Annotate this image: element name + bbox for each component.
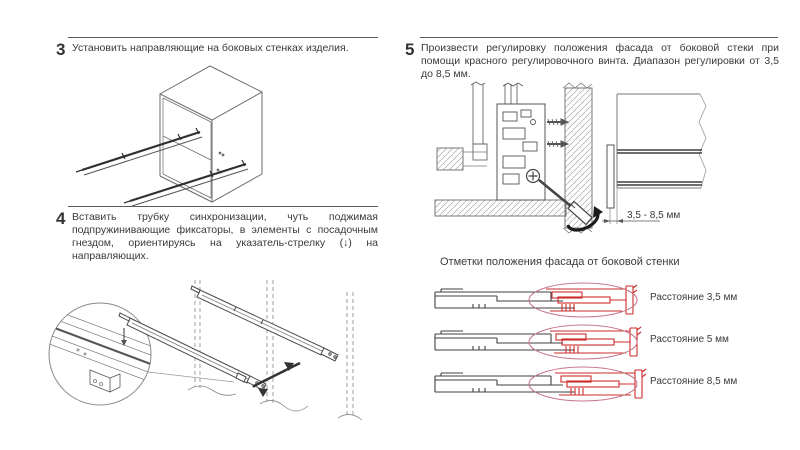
break-lines bbox=[188, 386, 362, 420]
distance-label-3: Расстояние 8,5 мм bbox=[650, 376, 738, 387]
upper-slide bbox=[76, 128, 202, 175]
facade-bracket-red bbox=[546, 285, 637, 314]
marks-title: Отметки положения фасада от боковой стенки bbox=[440, 256, 680, 268]
distance-label-2: Расстояние 5 мм bbox=[650, 334, 729, 345]
facade-edge bbox=[437, 148, 487, 170]
sync-tube-diagram bbox=[38, 278, 383, 428]
distance-label-1: Расстояние 3,5 мм bbox=[650, 292, 738, 303]
profile-row-2 bbox=[433, 326, 648, 360]
runner-profile bbox=[435, 331, 575, 350]
adjustment-cross-section-diagram bbox=[435, 82, 600, 234]
drawer-back-panel bbox=[471, 82, 487, 160]
sync-tube bbox=[253, 362, 301, 397]
dimension-label: 3,5 - 8,5 мм bbox=[627, 210, 681, 221]
step-3-number: 3 bbox=[56, 40, 66, 59]
step-5-text: Произвести регулировку положения фасада от боковой стеки при помощи красного регулировочного винта. Диапазон регулировки от 3,5 до 8,5 мм. bbox=[421, 42, 779, 80]
cabinet-bottom-panel bbox=[435, 200, 566, 216]
runner-mechanism bbox=[497, 83, 545, 200]
step-5-number: 5 bbox=[405, 40, 415, 59]
adjustment-screw bbox=[527, 170, 540, 183]
lower-slide bbox=[124, 160, 248, 206]
step-4-number: 4 bbox=[56, 209, 66, 228]
step-3-divider bbox=[68, 37, 378, 38]
facade-gap-diagram bbox=[600, 88, 785, 228]
profile-row-1 bbox=[433, 284, 648, 318]
runner-profile bbox=[435, 373, 575, 392]
step-5-divider bbox=[420, 37, 778, 38]
drawer-body bbox=[617, 94, 706, 188]
profile-row-3 bbox=[433, 368, 648, 402]
step-4-text: Вставить трубку синхронизации, чуть поджимая подпружинивающие фиксаторы, в элементы с посадочным гнездом, ориентируясь на указатель-стрелку (↓) на направляющих. bbox=[72, 211, 378, 262]
cabinet-slides-diagram bbox=[60, 58, 380, 210]
rear-slide bbox=[191, 286, 338, 361]
step-4-divider bbox=[68, 206, 378, 207]
facade-bracket-red bbox=[555, 369, 646, 398]
step-3-text: Установить направляющие на боковых стенках изделия. bbox=[72, 42, 349, 54]
facade-panel bbox=[607, 145, 614, 208]
